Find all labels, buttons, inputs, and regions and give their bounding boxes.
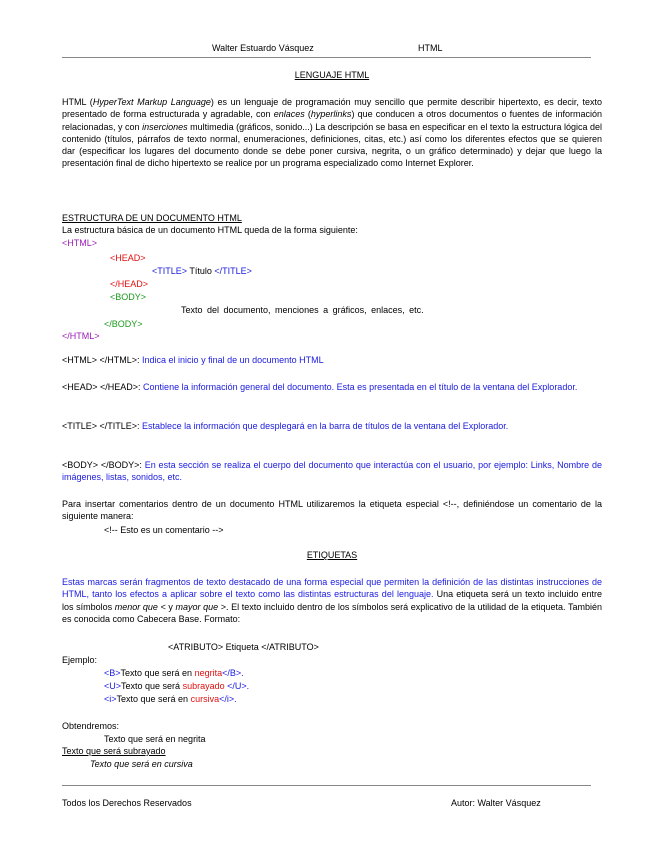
comment-paragraph: Para insertar comentarios dentro de un documento HTML utilizaremos la etiqueta especial <!--, definiéndose un comentario de la siguiente manera: [62, 499, 602, 522]
intro-paragraph: HTML (HyperText Markup Language) es un lenguaje de programación muy sencillo que permite describir hipertexto, es decir, texto presentado de forma estructurada y agradable, con enlaces (hyperlinks) que conducen a otros documentos o fuentes de información relacionadas, y con inserciones multimedia (gráficos, sonido...) La descripción se basa en especificar en el texto la estructura lógica del contenido (títulos, párrafos de texto normal, enumeraciones, definiciones, citas, etc.) así como los diferentes efectos que se quieren dar (especificar los lugares del documento donde se debe poner cursiva, negrita, o un gráfico determinado) y dejar que luego la presentación final de dicho hipertexto se realice por un programa especializado como Internet Explorer. [62, 97, 603, 169]
result-underline: Texto que será subrayado [62, 746, 166, 756]
code-body-text: Texto del documento, menciones a gráficos, enlaces, etc. [181, 305, 424, 315]
def-head: <HEAD> </HEAD>: Contiene la información general del documento. Esta es presentada en el título de la ventana del Explorador. [62, 382, 578, 392]
section-title-estructura: ESTRUCTURA DE UN DOCUMENTO HTML [62, 213, 242, 223]
section-title-etiquetas: ETIQUETAS [306, 550, 358, 560]
example-italic: <i>Texto que será en cursiva</i>. [104, 694, 237, 704]
def-title: <TITLE> </TITLE>: Establece la información que desplegará en la barra de títulos de la ventana del Explorador. [62, 421, 509, 431]
code-head-close: </HEAD> [110, 279, 149, 289]
example-underline: <U>Texto que será subrayado </U>. [104, 681, 250, 691]
header-rule [62, 57, 591, 58]
example-bold: <B>Texto que será en negrita</B>. [104, 668, 244, 678]
footer-rule [62, 785, 591, 786]
header-subject: HTML [418, 43, 443, 53]
footer-rights: Todos los Derechos Reservados [62, 798, 192, 808]
def-body: <BODY> </BODY>: En esta sección se realiza el cuerpo del documento que interactúa con el usuario, por ejemplo: Links, Nombre de imágenes, listas, sonidos, etc. [62, 460, 602, 483]
code-body-close: </BODY> [104, 319, 143, 329]
section-title-lenguaje-html: LENGUAJE HTML [294, 70, 370, 80]
result-label: Obtendremos: [62, 721, 120, 731]
example-label: Ejemplo: [62, 655, 98, 665]
comment-example: <!-- Esto es un comentario --> [104, 525, 224, 535]
def-html: <HTML> </HTML>: Indica el inicio y final de un documento HTML [62, 355, 324, 365]
format-example: <ATRIBUTO> Etiqueta </ATRIBUTO> [168, 642, 319, 652]
etiquetas-paragraph: Estas marcas serán fragmentos de texto destacado de una forma especial que permiten la definición de las distintas instrucciones de HTML, tanto los efectos a aplicar sobre el texto como las distintas estructuras del lenguaje. Una etiqueta será un texto incluido entre los símbolos menor que < y mayor que >. El texto incluido dentro de los símbolos será explicativo de la utilidad de la etiqueta. También es conocida como Cabecera Base. Formato: [62, 577, 602, 624]
code-head-open: <HEAD> [110, 253, 146, 263]
footer-author: Autor: Walter Vásquez [451, 798, 541, 808]
estructura-intro: La estructura básica de un documento HTML queda de la forma siguiente: [62, 225, 358, 235]
code-html-open: <HTML> [62, 238, 98, 248]
header-author: Walter Estuardo Vásquez [212, 43, 314, 53]
result-bold: Texto que será en negrita [104, 734, 206, 744]
code-body-open: <BODY> [110, 292, 147, 302]
code-html-close: </HTML> [62, 331, 100, 341]
code-title-line: <TITLE> Título </TITLE> [152, 266, 252, 276]
result-italic: Texto que será en cursiva [90, 759, 193, 769]
